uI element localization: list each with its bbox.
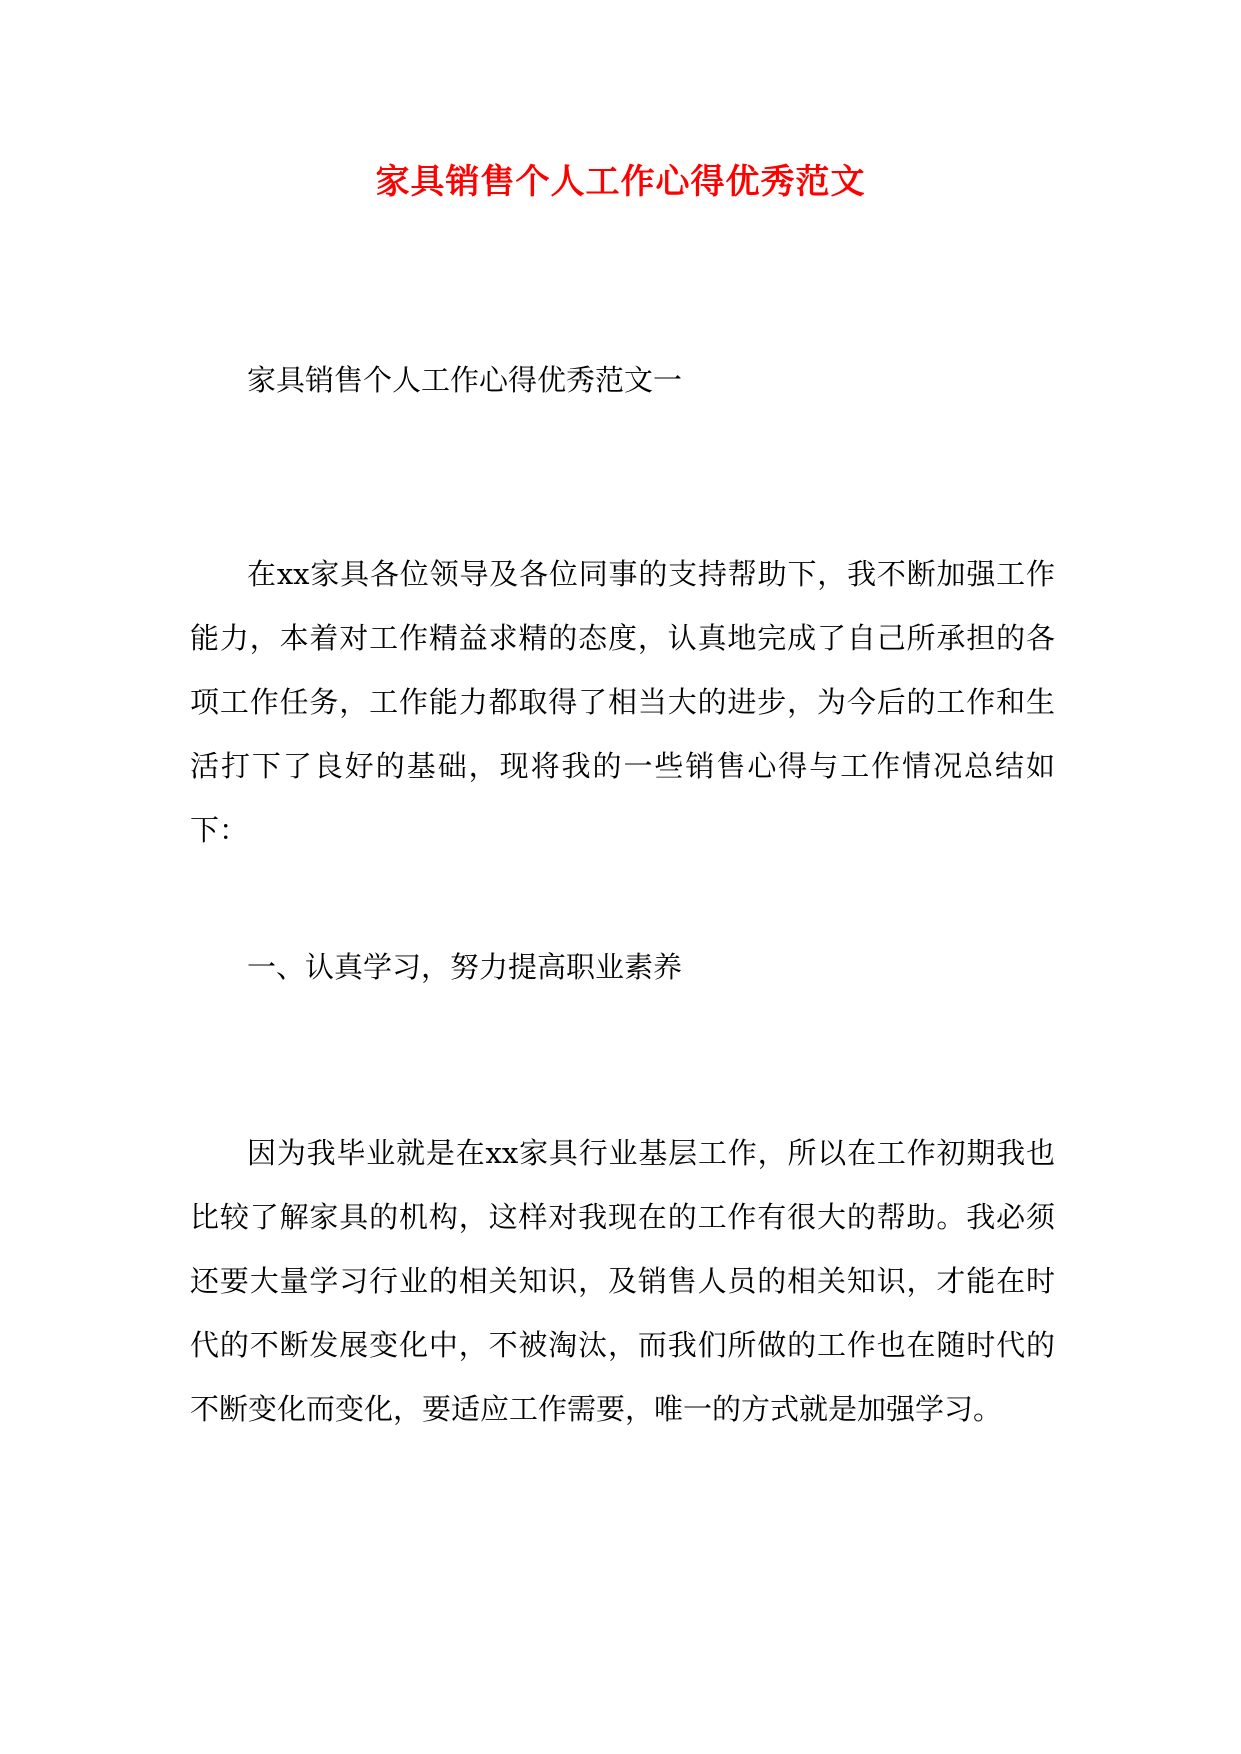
document-title: 家具销售个人工作心得优秀范文 bbox=[375, 162, 866, 202]
document-subtitle: 家具销售个人工作心得优秀范文一 bbox=[247, 363, 683, 397]
paragraph-section-1: 因为我毕业就是在xx家具行业基层工作，所以在工作初期我也比较了解家具的机构，这样对我现在的工作有很大的帮助。我必须还要大量学习行业的相关知识，及销售人员的相关知识，才能在时代的不断发展变化中，不被淘汰，而我们所做的工作也在随时代的不断变化而变化，要适应工作需要，唯一的方式就是加强学习。 bbox=[190, 1136, 1055, 1426]
section-heading-1: 一、认真学习，努力提高职业素养 bbox=[247, 950, 683, 984]
paragraph-intro: 在xx家具各位领导及各位同事的支持帮助下，我不断加强工作能力，本着对工作精益求精的态度，认真地完成了自己所承担的各项工作任务，工作能力都取得了相当大的进步，为今后的工作和生活打下了良好的基础，现将我的一些销售心得与工作情况总结如下： bbox=[190, 557, 1055, 847]
